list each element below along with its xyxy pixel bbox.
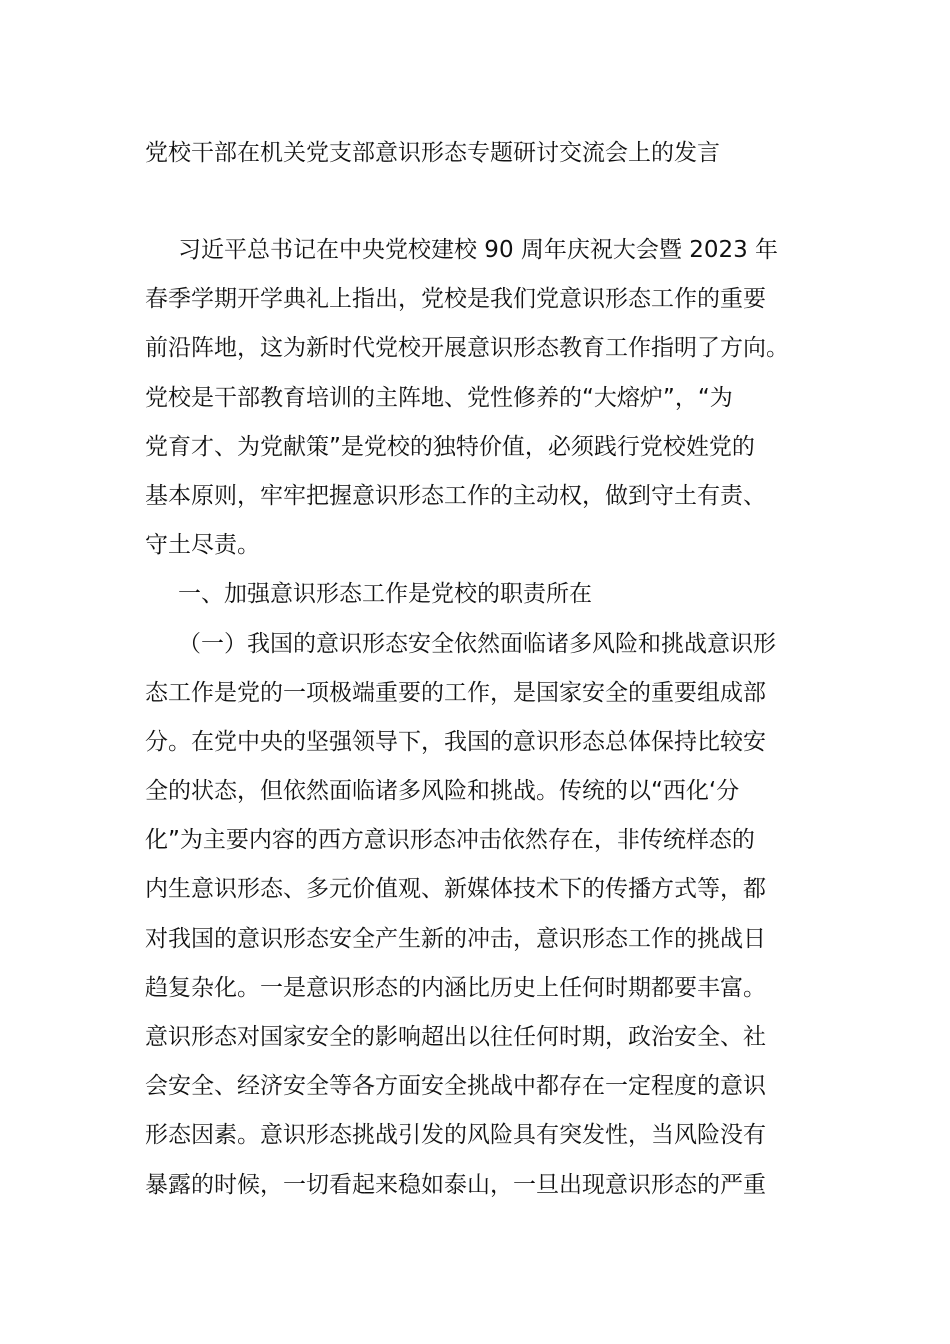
paragraph-line: （一）我国的意识形态安全依然面临诸多风险和挑战意识形 bbox=[178, 630, 776, 657]
paragraph-line: 全的状态，但依然面临诸多风险和挑战。传统的以“西化‘分 bbox=[145, 778, 740, 805]
paragraph-line: 习近平总书记在中央党校建校 90 周年庆祝大会暨 2023 年 bbox=[178, 237, 779, 263]
paragraph-line: 党校是干部教育培训的主阵地、党性修养的“大熔炉”，“为 bbox=[145, 384, 733, 411]
paragraph-line: 趋复杂化。一是意识形态的内涵比历史上任何时期都要丰富。 bbox=[145, 974, 766, 1001]
paragraph-line: 春季学期开学典礼上指出，党校是我们党意识形态工作的重要 bbox=[145, 286, 766, 313]
paragraph-line: 意识形态对国家安全的影响超出以往任何时期，政治安全、社 bbox=[145, 1024, 766, 1050]
paragraph-line: 化”为主要内容的西方意识形态冲击依然存在，非传统样态的 bbox=[145, 827, 755, 854]
paragraph-line: 对我国的意识形态安全产生新的冲击，意识形态工作的挑战日 bbox=[145, 925, 766, 952]
paragraph-line: 前沿阵地，这为新时代党校开展意识形态教育工作指明了方向。 bbox=[145, 335, 789, 362]
document-title: 党校干部在机关党支部意识形态专题研讨交流会上的发言 bbox=[145, 140, 720, 166]
paragraph-line: 守土尽责。 bbox=[145, 532, 260, 559]
paragraph-line: 暴露的时候，一切看起来稳如泰山，一旦出现意识形态的严重 bbox=[145, 1171, 766, 1198]
paragraph-line: 基本原则，牢牢把握意识形态工作的主动权，做到守土有责、 bbox=[145, 482, 766, 509]
section-heading: 一、加强意识形态工作是党校的职责所在 bbox=[178, 581, 592, 608]
document-body bbox=[145, 226, 815, 1210]
paragraph-line: 分。在党中央的坚强领导下，我国的意识形态总体保持比较安 bbox=[145, 728, 766, 755]
paragraph-line: 党育才、为党献策”是党校的独特价值，必须践行党校姓党的 bbox=[145, 433, 755, 460]
paragraph-line: 会安全、经济安全等各方面安全挑战中都存在一定程度的意识 bbox=[145, 1073, 766, 1100]
paragraph-line: 内生意识形态、多元价值观、新媒体技术下的传播方式等，都 bbox=[145, 876, 766, 903]
paragraph-line: 态工作是党的一项极端重要的工作，是国家安全的重要组成部 bbox=[145, 679, 766, 706]
paragraph-line: 形态因素。意识形态挑战引发的风险具有突发性，当风险没有 bbox=[145, 1122, 766, 1149]
